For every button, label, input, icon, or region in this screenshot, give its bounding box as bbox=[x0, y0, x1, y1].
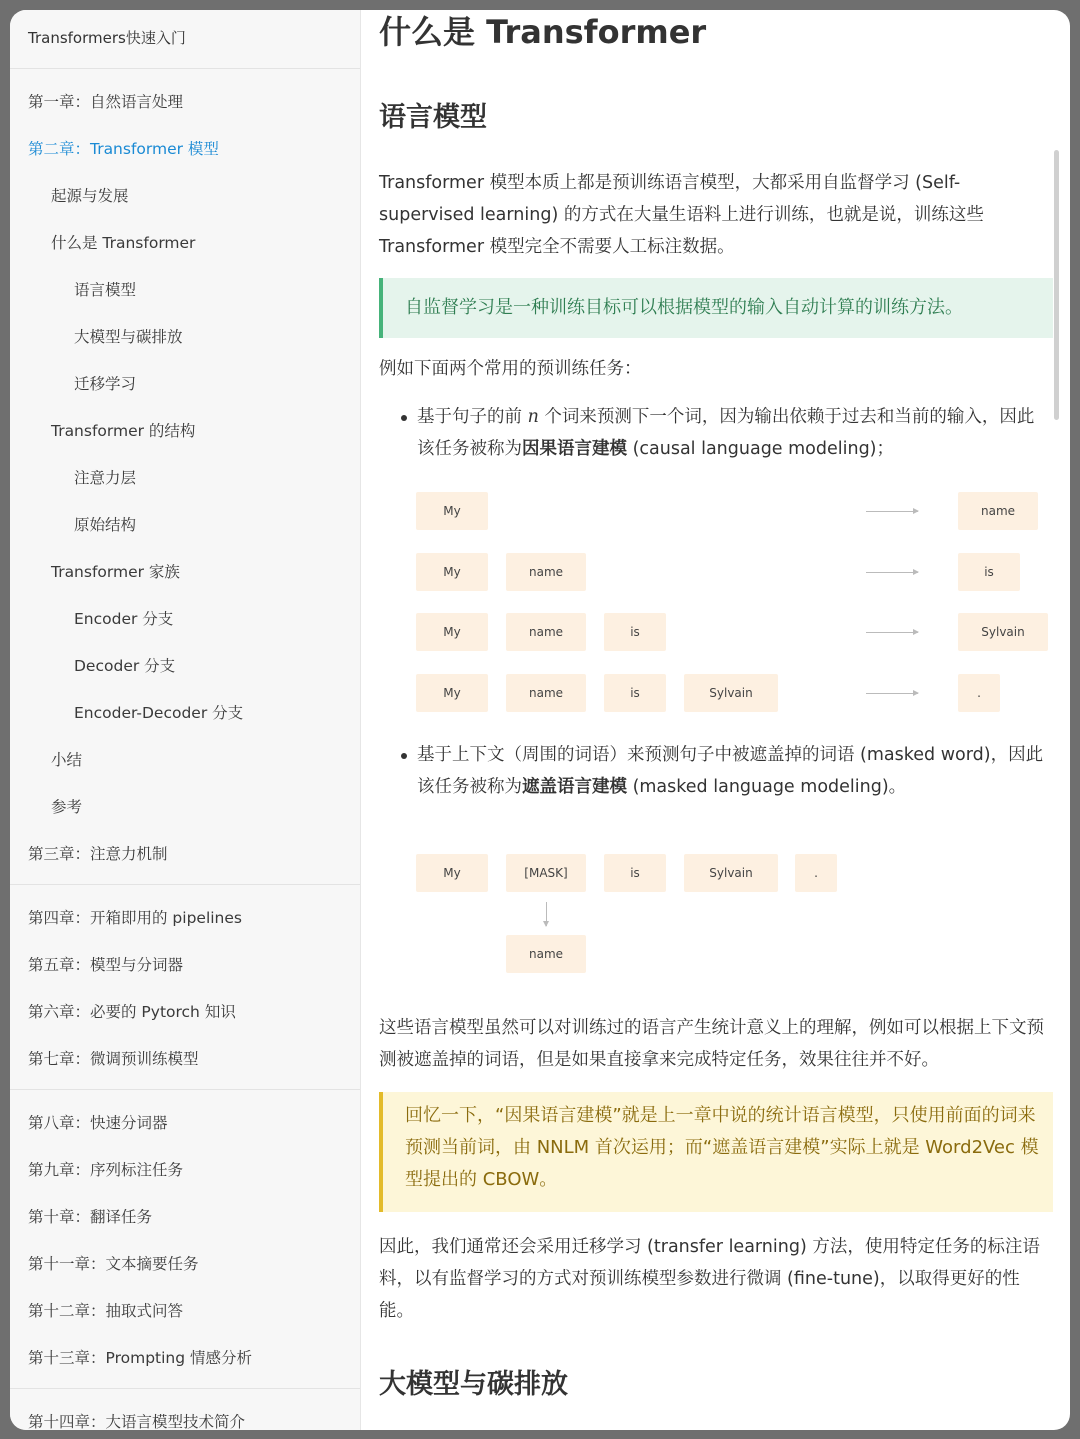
token-box: Sylvain bbox=[684, 674, 778, 712]
nav-chapter-6[interactable]: 第六章：必要的 Pytorch 知识 bbox=[28, 1003, 236, 1021]
nav-chapter-8[interactable]: 第八章：快速分词器 bbox=[28, 1114, 168, 1132]
arrow-down-icon bbox=[546, 902, 547, 926]
nav-chapter-13[interactable]: 第十三章：Prompting 情感分析 bbox=[28, 1349, 253, 1367]
nav-chapter-3[interactable]: 第三章：注意力机制 bbox=[28, 845, 168, 863]
predicted-token-box: name bbox=[506, 935, 586, 973]
token-box: name bbox=[506, 553, 586, 591]
nav-chapter-9[interactable]: 第九章：序列标注任务 bbox=[28, 1161, 184, 1179]
target-token-box: name bbox=[958, 492, 1038, 530]
example-intro: 例如下面两个常用的预训练任务： bbox=[379, 359, 642, 379]
target-token-box: . bbox=[958, 674, 1000, 712]
arrow-right-icon bbox=[866, 632, 918, 633]
token-box: My bbox=[416, 854, 488, 892]
divider bbox=[10, 68, 360, 69]
nav-original-structure[interactable]: 原始结构 bbox=[74, 516, 137, 534]
target-token-box: is bbox=[958, 553, 1020, 591]
paragraph-transfer-learning: 因此，我们通常还会采用迁移学习 (transfer learning) 方法，使用特定任务的标注语料，以有监督学习的方式对预训练模型参数进行微调 (fine-tune)，以取得更好的性能。 bbox=[379, 1237, 1040, 1321]
book-title[interactable]: Transformers快速入门 bbox=[28, 29, 186, 47]
token-box: My bbox=[416, 674, 488, 712]
bullet-dot bbox=[401, 753, 407, 759]
nav-what-is-transformer[interactable]: 什么是 Transformer bbox=[51, 234, 196, 252]
nav-transfer-learning[interactable]: 迁移学习 bbox=[74, 375, 137, 393]
bullet-dot bbox=[401, 415, 407, 421]
app-window bbox=[10, 10, 1070, 1430]
nav-chapter-2[interactable]: 第二章：Transformer 模型 bbox=[28, 140, 219, 158]
bullet-text-masked: 基于上下文（周围的词语）来预测句子中被遮盖掉的词语 (masked word)，因此该任务被称为遮盖语言建模 (masked language modeling)。 bbox=[417, 745, 1044, 797]
token-box: My bbox=[416, 492, 488, 530]
nav-origin[interactable]: 起源与发展 bbox=[51, 187, 129, 205]
nav-chapter-14[interactable]: 第十四章：大语言模型技术简介 bbox=[28, 1413, 246, 1430]
intro-paragraph: Transformer 模型本质上都是预训练语言模型，大都采用自监督学习 (Self-supervised learning) 的方式在大量生语料上进行训练，也就是说，训练这些 Transformer 模型完全不需要人工标注数据。 bbox=[379, 173, 984, 257]
article-content bbox=[361, 10, 1061, 1430]
nav-chapter-12[interactable]: 第十二章：抽取式问答 bbox=[28, 1302, 184, 1320]
target-token-box: Sylvain bbox=[958, 613, 1048, 651]
arrow-right-icon bbox=[866, 511, 918, 512]
nav-summary[interactable]: 小结 bbox=[51, 751, 83, 769]
nav-chapter-10[interactable]: 第十章：翻译任务 bbox=[28, 1208, 153, 1226]
token-box: . bbox=[795, 854, 837, 892]
nav-chapter-7[interactable]: 第七章：微调预训练模型 bbox=[28, 1050, 199, 1068]
nav-transformer-structure[interactable]: Transformer 的结构 bbox=[51, 422, 196, 440]
token-box: is bbox=[604, 854, 666, 892]
token-box: My bbox=[416, 613, 488, 651]
nav-encoder-decoder-branch[interactable]: Encoder-Decoder 分支 bbox=[74, 704, 244, 722]
token-box: Sylvain bbox=[684, 854, 778, 892]
bullet-text-causal: 基于句子的前 n 个词来预测下一个词，因为输出依赖于过去和当前的输入，因此该任务被称为因果语言建模 (causal language modeling)； bbox=[417, 407, 1035, 459]
nav-chapter-5[interactable]: 第五章：模型与分词器 bbox=[28, 956, 184, 974]
token-box: name bbox=[506, 674, 586, 712]
divider bbox=[10, 1089, 360, 1090]
nav-large-model-carbon[interactable]: 大模型与碳排放 bbox=[74, 328, 183, 346]
nav-transformer-family[interactable]: Transformer 家族 bbox=[51, 563, 180, 581]
token-box: is bbox=[604, 613, 666, 651]
divider bbox=[10, 1388, 360, 1389]
nav-chapter-4[interactable]: 第四章：开箱即用的 pipelines bbox=[28, 909, 242, 927]
token-box: name bbox=[506, 613, 586, 651]
nav-references[interactable]: 参考 bbox=[51, 798, 83, 816]
mask-token-box: [MASK] bbox=[506, 854, 586, 892]
section-heading-carbon: 大模型与碳排放 bbox=[379, 1369, 568, 1400]
note-callout-green: 自监督学习是一种训练目标可以根据模型的输入自动计算的训练方法。 bbox=[379, 278, 1053, 338]
arrow-right-icon bbox=[866, 693, 918, 694]
sidebar-nav bbox=[10, 10, 361, 1430]
arrow-right-icon bbox=[866, 572, 918, 573]
nav-chapter-1[interactable]: 第一章：自然语言处理 bbox=[28, 93, 184, 111]
nav-encoder-branch[interactable]: Encoder 分支 bbox=[74, 610, 174, 628]
nav-attention-layer[interactable]: 注意力层 bbox=[74, 469, 137, 487]
section-heading-language-model: 语言模型 bbox=[379, 102, 487, 133]
scrollbar-thumb[interactable] bbox=[1054, 150, 1059, 420]
token-box: My bbox=[416, 553, 488, 591]
page-title: 什么是 Transformer bbox=[379, 13, 707, 51]
nav-language-model[interactable]: 语言模型 bbox=[74, 281, 137, 299]
paragraph-statistical: 这些语言模型虽然可以对训练过的语言产生统计意义上的理解，例如可以根据上下文预测被遮盖掉的词语，但是如果直接拿来完成特定任务，效果往往并不好。 bbox=[379, 1018, 1044, 1070]
token-box: is bbox=[604, 674, 666, 712]
nav-chapter-11[interactable]: 第十一章：文本摘要任务 bbox=[28, 1255, 199, 1273]
nav-decoder-branch[interactable]: Decoder 分支 bbox=[74, 657, 176, 675]
note-callout-yellow: 回忆一下，“因果语言建模”就是上一章中说的统计语言模型，只使用前面的词来预测当前词，由 NNLM 首次运用；而“遮盖语言建模”实际上就是 Word2Vec 模型提出的 CBOW。 bbox=[379, 1092, 1053, 1212]
divider bbox=[10, 884, 360, 885]
